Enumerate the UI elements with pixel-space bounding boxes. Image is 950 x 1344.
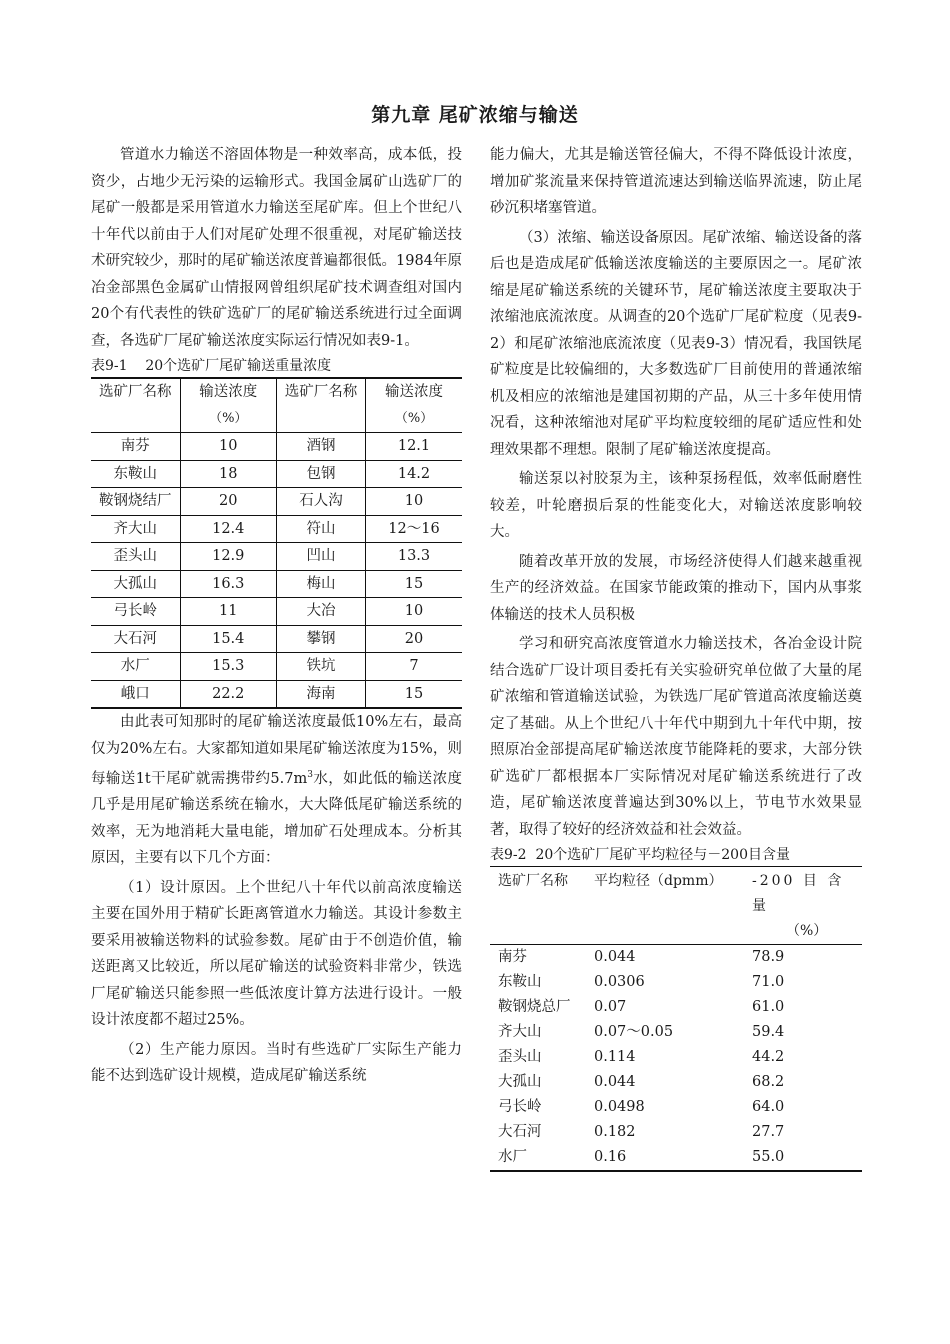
header-minus-200-mesh: [748, 867, 862, 945]
table-cell: 15: [366, 680, 462, 708]
table-cell: 12.4: [180, 515, 276, 543]
table-cell: 0.07: [594, 999, 627, 1015]
table-cell: 大石河: [498, 1124, 542, 1140]
header-minus-200-unit: （%）: [786, 923, 828, 939]
table-header-row: [490, 867, 862, 945]
table-row: [490, 1045, 862, 1070]
table-cell: 石人沟: [276, 488, 365, 516]
header-minus-200-label: -200 目 含 量: [752, 873, 845, 914]
superscript-cubic: 3: [307, 770, 313, 780]
table-cell: 15: [366, 570, 462, 598]
table-cell: 东鞍山: [498, 974, 542, 990]
table-cell: 酒钢: [276, 433, 365, 461]
paragraph-intro: 管道水力输送不溶固体物是一种效率高，成本低，投资少，占地少无污染的运输形式。我国金属矿山选矿厂的尾矿一般都是采用管道水力输送至尾矿库。但上个世纪八十年代以前由于人们对尾矿处理不很重视，对尾矿输送技术研究较少，那时的尾矿输送浓度普遍都很低。1984年原冶金部黑色金属矿山情报网曾组织尾矿技术调查组对国内20个有代表性的铁矿选矿厂的尾矿输送系统进行过全面调查，各选矿厂尾矿输送浓度实际运行情况如表9-1。: [91, 147, 462, 349]
table-cell: 11: [180, 598, 276, 626]
table-cell: 27.7: [752, 1124, 785, 1140]
header-concentration-label-2: 输送浓度: [385, 384, 443, 400]
right-column: [490, 142, 862, 1172]
table-cell: 鞍钢烧总厂: [498, 999, 571, 1015]
table-cell: 符山: [276, 515, 365, 543]
table-cell: 东鞍山: [91, 460, 180, 488]
table-row: [490, 1145, 862, 1171]
table-9-1: [91, 377, 462, 709]
table-9-2: [490, 866, 862, 1172]
table-cell: 0.0306: [594, 974, 645, 990]
table-cell: 梅山: [276, 570, 365, 598]
table-row: [490, 995, 862, 1020]
paragraph-reform: 随着改革开放的发展，市场经济使得人们越来越重视生产的经济效益。在国家节能政策的推动下，国内从事浆体输送的技术人员积极: [490, 553, 862, 623]
table-cell: 0.182: [594, 1124, 636, 1140]
table-cell: 齐大山: [498, 1024, 542, 1040]
header-concentration-label: 输送浓度: [199, 384, 258, 400]
left-column: [91, 142, 462, 1090]
table-cell: 水厂: [498, 1149, 527, 1165]
paragraph-analysis: [91, 709, 462, 872]
table-cell: 铁坑: [276, 653, 365, 681]
table-cell: 弓长岭: [498, 1099, 542, 1115]
table-cell: 12～16: [366, 515, 462, 543]
chapter-title: 第九章 尾矿浓缩与输送: [371, 104, 579, 126]
table-row: [490, 945, 862, 971]
table-cell: 20: [366, 625, 462, 653]
header-concentration-2: [366, 378, 462, 433]
paragraph-equipment-reason: （3）浓缩、输送设备原因。尾矿浓缩、输送设备的落后也是造成尾矿低输送浓度输送的主要原因之一。尾矿浓缩是尾矿输送系统的关键环节，尾矿输送浓度主要取决于浓缩池底流浓度。从调查的20个选矿厂尾矿粒度（见表9-2）和尾矿浓缩池底流浓度（见表9-3）情况看，我国铁尾矿粒度是比较偏细的，大多数选矿厂目前使用的普通浓缩机及相应的浓缩池是建国初期的产品，从三十多年使用情况看，这种浓缩池对尾矿平均粒度较细的尾矿适应性和处理效果都不理想。限制了尾矿输送浓度提高。: [490, 229, 862, 458]
table-row: [490, 1020, 862, 1045]
table-cell: 12.9: [180, 543, 276, 571]
table-cell: 水厂: [91, 653, 180, 681]
table-cell: 0.07～0.05: [594, 1024, 674, 1040]
table-cell: 齐大山: [91, 515, 180, 543]
table-cell: 12.1: [366, 433, 462, 461]
table-cell: 海南: [276, 680, 365, 708]
analysis-text-b: 水，如此低的输送浓度几乎是用尾矿输送系统在输水，大大降低尾矿输送系统的效率，无为地消耗大量电能，增加矿石处理成本。分析其原因，主要有以下几个方面：: [91, 770, 462, 867]
table-cell: 0.044: [594, 1074, 636, 1090]
table-cell: 18: [180, 460, 276, 488]
analysis-text-a: 由此表可知那时的尾矿输送浓度最低10%左右，最高仅为20%左右。大家都知道如果尾矿输送浓度为15%，则每输送1t干尾矿就需携带约5.7m: [91, 714, 462, 787]
table-cell: 22.2: [180, 680, 276, 708]
table-cell: 峨口: [91, 680, 180, 708]
header-plant-name: 选矿厂名称: [498, 873, 568, 889]
paragraph-capacity-reason: （2）生产能力原因。当时有些选矿厂实际生产能力能不达到选矿设计规模，造成尾矿输送系统: [91, 1041, 462, 1085]
table-9-2-caption: 表9-2 20个选矿厂尾矿平均粒径与－200目含量: [490, 847, 790, 863]
paragraph-capacity-continued: 能力偏大，尤其是输送管径偏大，不得不降低设计浓度，增加矿浆流量来保持管道流速达到输送临界流速，防止尾砂沉积堵塞管道。: [490, 147, 862, 216]
table-cell: 南芬: [498, 949, 527, 965]
table-cell: 7: [366, 653, 462, 681]
table-cell: 10: [366, 488, 462, 516]
table-cell: 10: [366, 598, 462, 626]
table-row: [490, 970, 862, 995]
header-unit: （%）: [209, 410, 248, 426]
table-row: [91, 570, 462, 598]
table-cell: 78.9: [752, 949, 785, 965]
table-cell: 14.2: [366, 460, 462, 488]
table-cell: 歪头山: [498, 1049, 542, 1065]
table-cell: 包钢: [276, 460, 365, 488]
table-row: [91, 543, 462, 571]
table-cell: 大冶: [276, 598, 365, 626]
table-row: [91, 598, 462, 626]
table-cell: 大石河: [91, 625, 180, 653]
table-row: [490, 1070, 862, 1095]
header-plant-name: 选矿厂名称: [91, 378, 180, 433]
table-cell: 0.0498: [594, 1099, 645, 1115]
table-cell: 歪头山: [91, 543, 180, 571]
table-row: [91, 433, 462, 461]
table-cell: 59.4: [752, 1024, 785, 1040]
table-cell: 0.16: [594, 1149, 627, 1165]
paragraph-research: 学习和研究高浓度管道水力输送技术，各冶金设计院结合选矿厂设计项目委托有关实验研究单位做了大量的尾矿浓缩和管道输送试验，为铁选厂尾矿管道高浓度输送奠定了基础。从上个世纪八十年代中期到九十年代中期，按照原冶金部提高尾矿输送浓度节能降耗的要求，大部分铁矿选矿厂都根据本厂实际情况对尾矿输送系统进行了改造，尾矿输送浓度普遍达到30%以上，节电节水效果显著，取得了较好的经济效益和社会效益。: [490, 636, 862, 838]
table-row: [91, 625, 462, 653]
table-row: [91, 488, 462, 516]
table-cell: 64.0: [752, 1099, 785, 1115]
table-cell: 南芬: [91, 433, 180, 461]
table-cell: 鞍钢烧结厂: [91, 488, 180, 516]
table-row: [91, 515, 462, 543]
table-cell: 61.0: [752, 999, 785, 1015]
table-cell: 20: [180, 488, 276, 516]
table-row: [91, 680, 462, 708]
paragraph-pump: 输送泵以衬胶泵为主，该种泵扬程低，效率低耐磨性较差，叶轮磨损后泵的性能变化大，对输送浓度影响较大。: [490, 471, 862, 540]
table-cell: 0.114: [594, 1049, 636, 1065]
table-row: [91, 653, 462, 681]
table-cell: 15.4: [180, 625, 276, 653]
table-cell: 大孤山: [498, 1074, 542, 1090]
table-cell: 55.0: [752, 1149, 785, 1165]
table-header-row: [91, 378, 462, 433]
table-cell: 68.2: [752, 1074, 785, 1090]
table-cell: 大孤山: [91, 570, 180, 598]
table-cell: 44.2: [752, 1049, 785, 1065]
header-avg-particle-size: 平均粒径（dpmm）: [594, 873, 723, 889]
table-row: [490, 1120, 862, 1145]
table-cell: 13.3: [366, 543, 462, 571]
table-cell: 攀钢: [276, 625, 365, 653]
table-row: [490, 1095, 862, 1120]
table-cell: 凹山: [276, 543, 365, 571]
table-row: [91, 460, 462, 488]
header-concentration: [180, 378, 276, 433]
table-cell: 0.044: [594, 949, 636, 965]
table-cell: 71.0: [752, 974, 785, 990]
table-cell: 16.3: [180, 570, 276, 598]
table-9-1-caption: 表9-1 20个选矿厂尾矿输送重量浓度: [91, 358, 332, 374]
table-cell: 弓长岭: [91, 598, 180, 626]
header-plant-name-2: 选矿厂名称: [276, 378, 365, 433]
table-cell: 10: [180, 433, 276, 461]
paragraph-design-reason: （1）设计原因。上个世纪八十年代以前高浓度输送主要在国外用于精矿长距离管道水力输送。其设计参数主要采用被输送物料的试验参数。尾矿由于不创造价值，输送距离又比较近，所以尾矿输送的试验资料非常少，铁选厂尾矿输送只能参照一些低浓度计算方法进行设计。一般设计浓度都不超过25%。: [91, 879, 462, 1029]
header-unit-2: （%）: [394, 410, 434, 426]
table-cell: 15.3: [180, 653, 276, 681]
